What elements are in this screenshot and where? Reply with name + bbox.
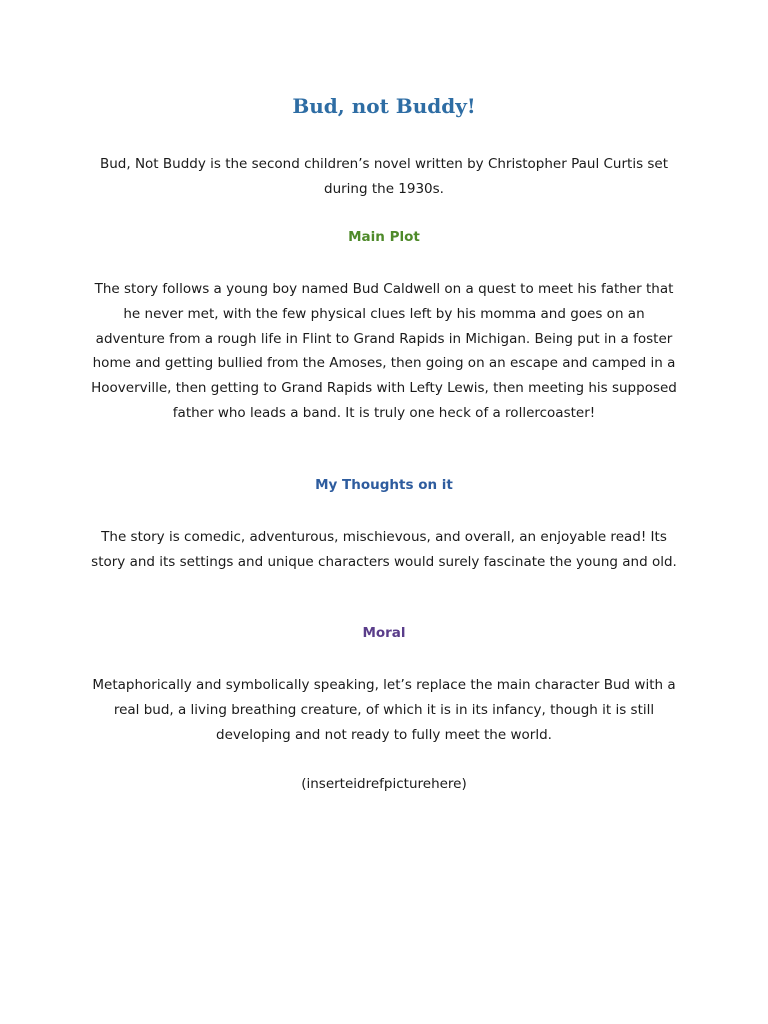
- picture-placeholder-text: (inserteidrefpicturehere): [301, 776, 467, 792]
- section-heading-moral: Moral: [362, 625, 406, 641]
- document-title: Bud, not Buddy!: [292, 94, 476, 118]
- section-body-thoughts: The story is comedic, adventurous, mischievous, and overall, an enjoyable read! Its story and its settings and unique characters would surely fascinate the young and old.: [91, 529, 677, 570]
- intro-paragraph: Bud, Not Buddy is the second children’s novel written by Christopher Paul Curtis set during the 1930s.: [99, 156, 669, 197]
- section-body-main-plot: The story follows a young boy named Bud Caldwell on a quest to meet his father that he never met, with the few physical clues left by his momma and goes on an adventure from a rough life in Flint to Grand Rapids in Michigan. Being put in a foster home and getting bullied from the Amoses, then going on an escape and camped in a Hooverville, then getting to Grand Rapids with Lefty Lewis, then meeting his supposed father who leads a band. It is truly one heck of a rollercoaster!: [91, 281, 677, 421]
- section-body-moral: Metaphorically and symbolically speaking, let’s replace the main character Bud with a real bud, a living breathing creature, of which it is in its infancy, though it is still developing and not ready to fully meet the world.: [92, 677, 676, 743]
- section-heading-thoughts: My Thoughts on it: [315, 477, 453, 493]
- section-heading-main-plot: Main Plot: [348, 229, 420, 245]
